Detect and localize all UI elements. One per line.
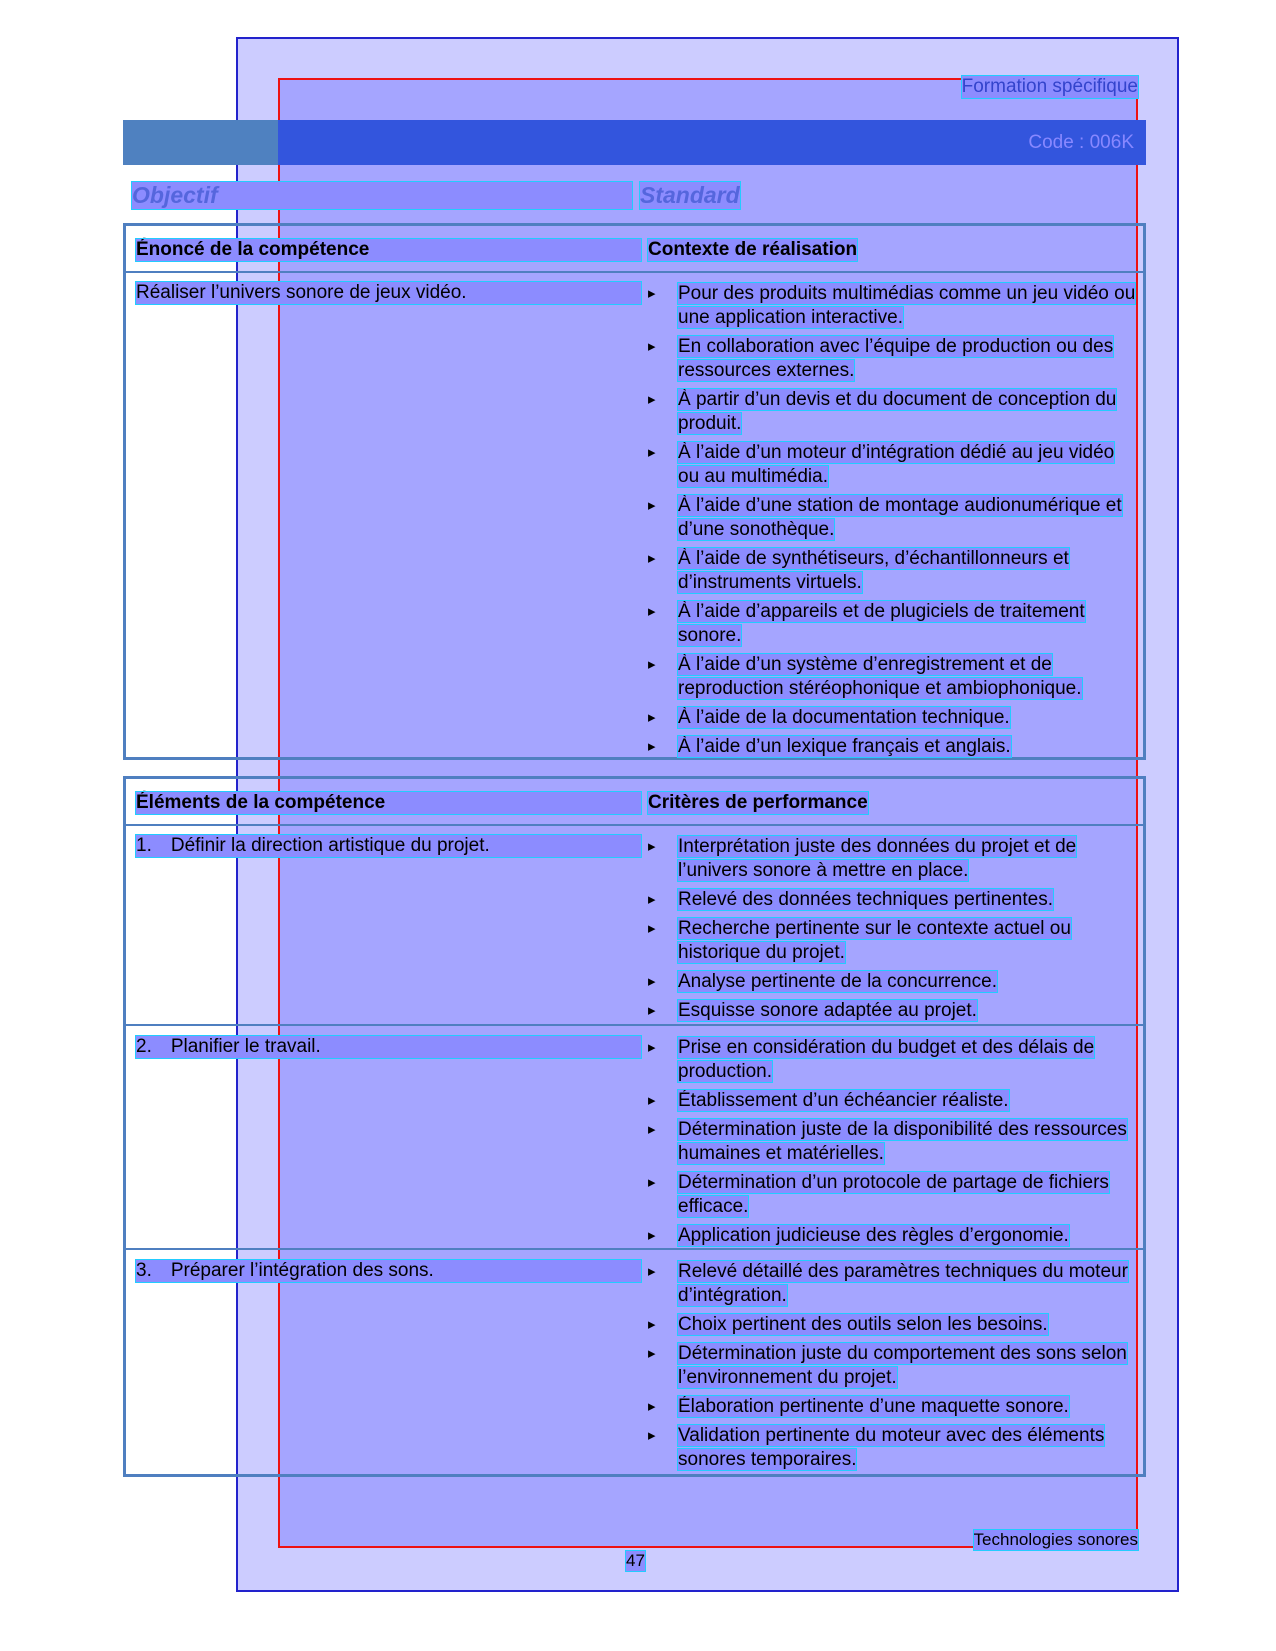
list-item: ▸ Interprétation juste des données du projet et de l’univers sonore à mettre en place. (648, 835, 1138, 883)
list-item: ▸ À l’aide d’une station de montage audionumérique et d’une sonothèque. (648, 494, 1138, 542)
criteres-list-2 (648, 1036, 1138, 1253)
list-item: ▸ À l’aide de la documentation technique. (648, 706, 1138, 730)
code-bar-accent (123, 120, 278, 165)
row-divider (126, 1248, 1143, 1250)
contexte-list (648, 282, 1138, 764)
contexte-header: Contexte de réalisation (648, 239, 858, 260)
list-item: ▸ Esquisse sonore adaptée au projet. (648, 999, 1138, 1023)
standard-heading: Standard (640, 182, 740, 208)
list-item: ▸ Prise en considération du budget et des délais de production. (648, 1036, 1138, 1084)
elements-table-header (126, 779, 1143, 826)
list-item: ▸ À l’aide d’un lexique français et anglais. (648, 735, 1138, 759)
element-1: 1. Définir la direction artistique du projet. (136, 835, 641, 857)
list-item: ▸ À l’aide d’appareils et de plugiciels de traitement sonore. (648, 600, 1138, 648)
criteres-header: Critères de performance (648, 792, 868, 813)
list-item: ▸ À l’aide d’un système d’enregistrement et de reproduction stéréophonique et ambiophonique. (648, 653, 1138, 701)
element-3: 3. Préparer l’intégration des sons. (136, 1260, 641, 1282)
program-code: Code : 006K (1028, 132, 1134, 153)
list-item: ▸ Analyse pertinente de la concurrence. (648, 970, 1138, 994)
list-item: ▸ Relevé détaillé des paramètres techniques du moteur d’intégration. (648, 1260, 1138, 1308)
list-item: ▸ À l’aide de synthétiseurs, d’échantillonneurs et d’instruments virtuels. (648, 547, 1138, 595)
list-item: ▸ À partir d’un devis et du document de conception du produit. (648, 388, 1138, 436)
page-number: 47 (626, 1551, 645, 1570)
list-item: ▸ En collaboration avec l’équipe de production ou des ressources externes. (648, 335, 1138, 383)
list-item: ▸ Élaboration pertinente d’une maquette sonore. (648, 1395, 1138, 1419)
footer-program: Technologies sonores (973, 1530, 1138, 1549)
list-item: ▸ Détermination juste de la disponibilité des ressources humaines et matérielles. (648, 1118, 1138, 1166)
list-item: ▸ À l’aide d’un moteur d’intégration dédié au jeu vidéo ou au multimédia. (648, 441, 1138, 489)
competence-table (123, 223, 1146, 760)
element-2: 2. Planifier le travail. (136, 1036, 641, 1058)
list-item: ▸ Application judicieuse des règles d’ergonomie. (648, 1224, 1138, 1248)
list-item: ▸ Établissement d’un échéancier réaliste. (648, 1089, 1138, 1113)
row-divider (126, 1024, 1143, 1026)
enonce-text: Réaliser l’univers sonore de jeux vidéo. (136, 282, 641, 304)
list-item: ▸ Détermination juste du comportement des sons selon l’environnement du projet. (648, 1342, 1138, 1390)
criteres-list-1 (648, 835, 1138, 1028)
elements-table (123, 776, 1146, 1477)
competence-table-header (126, 226, 1143, 273)
list-item: ▸ Recherche pertinente sur le contexte actuel ou historique du projet. (648, 917, 1138, 965)
elements-header: Éléments de la compétence (136, 792, 641, 814)
criteres-list-3 (648, 1260, 1138, 1477)
list-item: ▸ Pour des produits multimédias comme un jeu vidéo ou une application interactive. (648, 282, 1138, 330)
enonce-header: Énoncé de la compétence (136, 239, 641, 261)
formation-label: Formation spécifique (961, 76, 1138, 97)
objectif-heading: Objectif (132, 182, 632, 209)
list-item: ▸ Détermination d’un protocole de partage de fichiers efficace. (648, 1171, 1138, 1219)
list-item: ▸ Choix pertinent des outils selon les besoins. (648, 1313, 1138, 1337)
list-item: ▸ Relevé des données techniques pertinentes. (648, 888, 1138, 912)
list-item: ▸ Validation pertinente du moteur avec des éléments sonores temporaires. (648, 1424, 1138, 1472)
code-bar (123, 120, 1146, 165)
